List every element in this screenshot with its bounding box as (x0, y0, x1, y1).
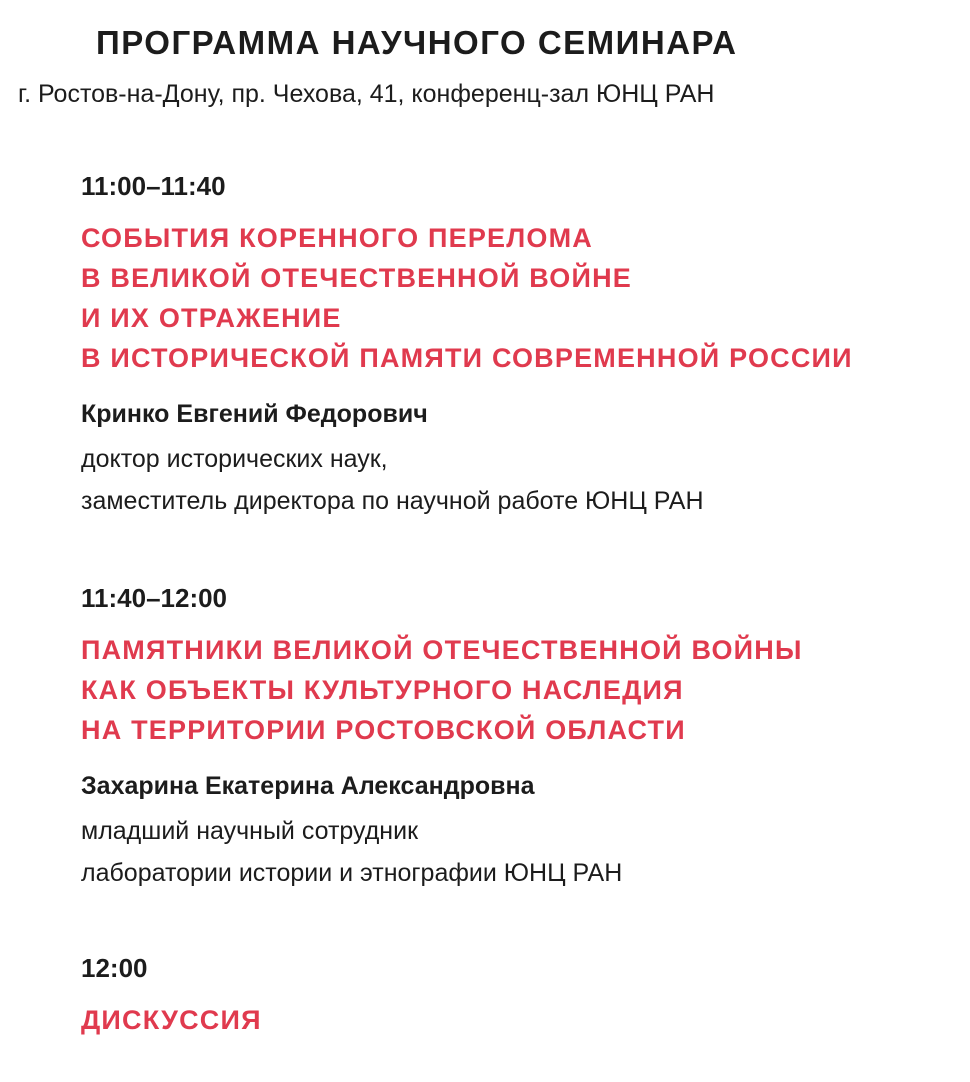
topic-line: ДИСКУССИЯ (81, 1005, 262, 1035)
topic-line: И ИХ ОТРАЖЕНИЕ (81, 303, 342, 333)
role-line: младший научный сотрудник (81, 817, 419, 845)
program-item-3 (81, 952, 961, 1040)
topic-line: ПАМЯТНИКИ ВЕЛИКОЙ ОТЕЧЕСТВЕННОЙ ВОЙНЫ (81, 635, 803, 665)
topic-line: В ВЕЛИКОЙ ОТЕЧЕСТВЕННОЙ ВОЙНЕ (81, 263, 633, 293)
session-topic (81, 1000, 961, 1040)
program-item-2 (81, 582, 961, 894)
topic-line: В ИСТОРИЧЕСКОЙ ПАМЯТИ СОВРЕМЕННОЙ РОССИИ (81, 343, 853, 373)
role-line: доктор исторических наук, (81, 445, 388, 473)
speaker-name: Кринко Евгений Федорович (81, 400, 428, 428)
page-title: ПРОГРАММА НАУЧНОГО СЕМИНАРА (96, 24, 738, 61)
speaker-role (81, 438, 961, 522)
role-line: заместитель директора по научной работе ЮНЦ РАН (81, 487, 704, 515)
session-topic (81, 630, 961, 750)
session-time: 11:40–12:00 (81, 583, 228, 613)
program-item-1 (81, 170, 961, 522)
topic-line: СОБЫТИЯ КОРЕННОГО ПЕРЕЛОМА (81, 223, 593, 253)
session-time: 12:00 (81, 953, 148, 983)
topic-line: КАК ОБЪЕКТЫ КУЛЬТУРНОГО НАСЛЕДИЯ (81, 675, 684, 705)
topic-line: НА ТЕРРИТОРИИ РОСТОВСКОЙ ОБЛАСТИ (81, 715, 686, 745)
speaker-role (81, 810, 961, 894)
venue-address: г. Ростов-на-Дону, пр. Чехова, 41, конференц-зал ЮНЦ РАН (18, 80, 715, 108)
session-topic (81, 218, 961, 378)
session-time: 11:00–11:40 (81, 171, 226, 201)
role-line: лаборатории истории и этнографии ЮНЦ РАН (81, 859, 623, 887)
speaker-name: Захарина Екатерина Александровна (81, 772, 535, 800)
